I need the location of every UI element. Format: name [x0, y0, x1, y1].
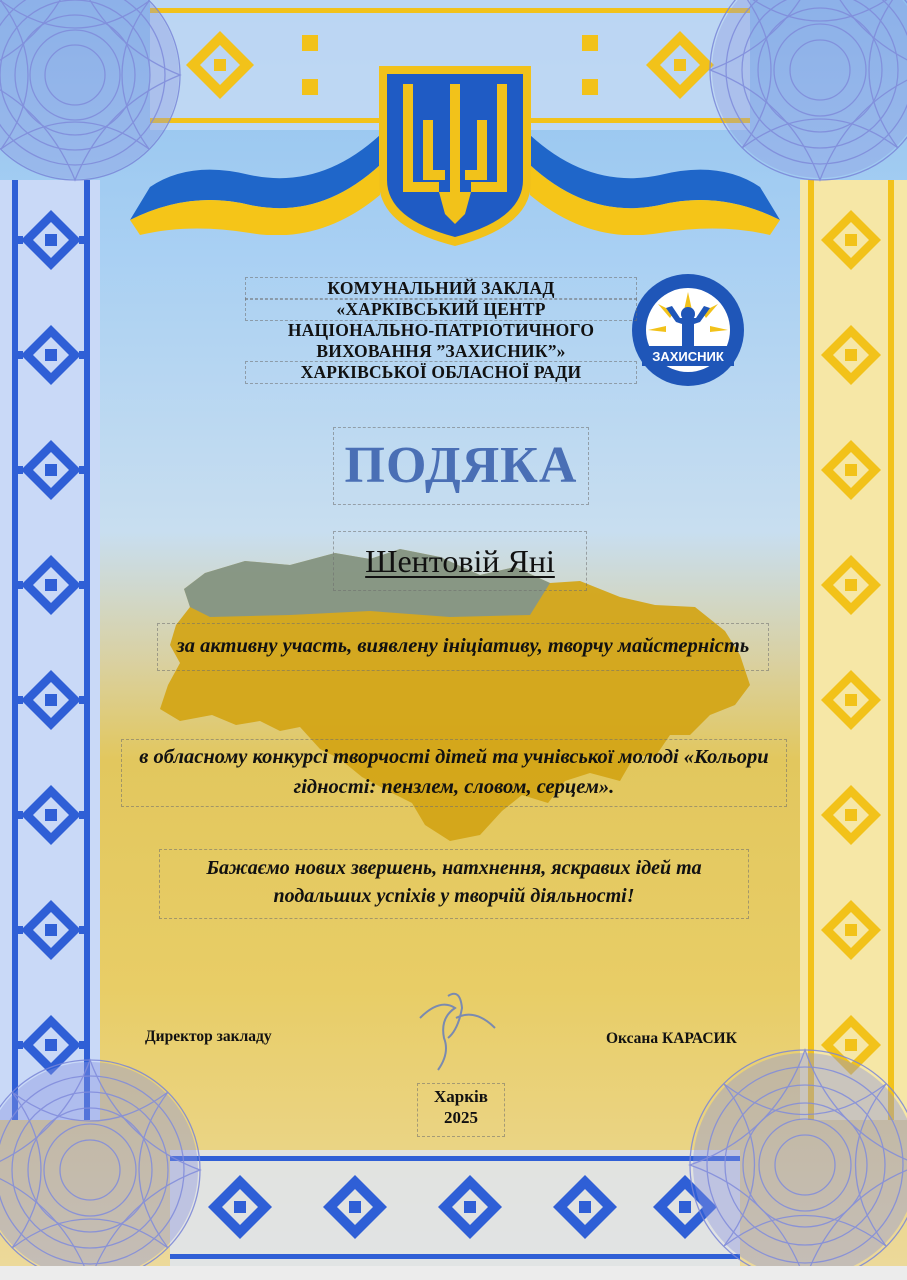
director-label: Директор закладу — [145, 1028, 272, 1045]
place-and-year — [418, 1084, 504, 1136]
contest-description: в обласному конкурсі творчості дітей та учнівської молоді «Кольори гідності: пензлем, словом, серцем». — [122, 740, 786, 806]
year: 2025 — [444, 1108, 478, 1127]
institution-name — [246, 278, 636, 383]
recipient-name-text: Шентовій Яні — [365, 543, 555, 579]
page-title: ПОДЯКА — [334, 428, 588, 504]
institution-line: КОМУНАЛЬНИЙ ЗАКЛАД — [246, 278, 636, 299]
zakhysnyk-logo-icon — [618, 270, 758, 390]
ukraine-map-silhouette — [150, 545, 760, 855]
institution-line: ХАРКІВСЬКОЇ ОБЛАСНОЇ РАДИ — [246, 362, 636, 383]
recipient-name — [334, 532, 586, 590]
wish-text: Бажаємо нових звершень, натхнення, яскравих ідей та подальших успіхів у творчій діяльності! — [160, 850, 748, 918]
award-reason: за активну участь, виявлену ініціативу, творчу майстерність — [158, 624, 768, 670]
institution-line: ВИХОВАННЯ ”ЗАХИСНИК”» — [316, 341, 566, 361]
bottom-strip — [0, 1266, 907, 1280]
bottom-ornament-border — [170, 1150, 740, 1266]
left-ornament-border — [0, 180, 100, 1120]
trident-coat-of-arms-icon — [375, 62, 535, 248]
right-ornament-border — [800, 180, 907, 1120]
logo-name: ЗАХИСНИК — [652, 349, 724, 364]
signature-mark — [400, 978, 510, 1078]
corner-rosette-bottom-left — [0, 1050, 210, 1266]
institution-line: НАЦІОНАЛЬНО-ПАТРІОТИЧНОГО — [287, 320, 595, 340]
corner-rosette-bottom-right — [680, 1040, 907, 1266]
city: Харків — [434, 1087, 488, 1106]
institution-line: «ХАРКІВСЬКИЙ ЦЕНТР — [246, 299, 636, 320]
signer-name: Оксана КАРАСИК — [606, 1030, 737, 1047]
